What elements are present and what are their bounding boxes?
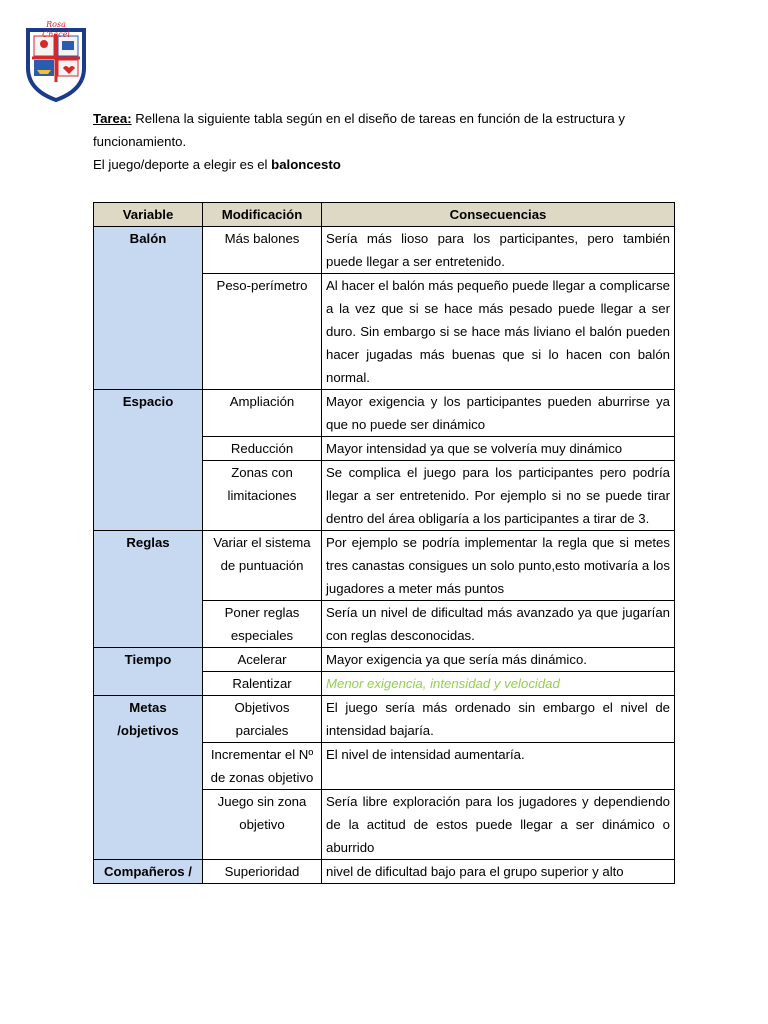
- page-blank-bottom: [0, 918, 768, 1024]
- header-consecuencias: Consecuencias: [322, 203, 675, 227]
- table-row: [94, 648, 675, 672]
- task-text: Rellena la siguiente tabla según en el diseño de tareas en función de la estructura y funcionamiento.: [93, 111, 626, 149]
- consequence-cell: nivel de dificultad bajo para el grupo superior y alto: [322, 860, 675, 884]
- modification-cell: Poner reglas especiales: [203, 601, 322, 648]
- consequence-cell: El nivel de intensidad aumentaría.: [322, 743, 675, 790]
- variable-cell: Balón: [94, 227, 203, 390]
- task-design-table: [93, 202, 675, 884]
- consequence-cell: Mayor intensidad ya que se volvería muy dinámico: [322, 437, 675, 461]
- game-value: baloncesto: [271, 157, 341, 172]
- task-label: Tarea:: [93, 111, 132, 126]
- table-row: [94, 390, 675, 437]
- consequence-cell: Mayor exigencia y los participantes pueden aburrirse ya que no puede ser dinámico: [322, 390, 675, 437]
- consequence-cell: Sería más lioso para los participantes, pero también puede llegar a ser entretenido.: [322, 227, 675, 274]
- modification-cell: Más balones: [203, 227, 322, 274]
- modification-cell: Zonas con limitaciones: [203, 461, 322, 531]
- modification-cell: Variar el sistema de puntuación: [203, 531, 322, 601]
- modification-cell: Incrementar el Nº de zonas objetivo: [203, 743, 322, 790]
- table-header-row: [94, 203, 675, 227]
- header-variable: Variable: [94, 203, 203, 227]
- consequence-cell: El juego sería más ordenado sin embargo el nivel de intensidad bajaría.: [322, 696, 675, 743]
- modification-cell: Acelerar: [203, 648, 322, 672]
- modification-cell: Objetivos parciales: [203, 696, 322, 743]
- consequence-cell: Sería libre exploración para los jugadores y dependiendo de la actitud de estos puede llegar a ser dinámico o aburrido: [322, 790, 675, 860]
- consequence-cell: Por ejemplo se podría implementar la regla que si metes tres canastas consigues un solo punto,esto motivaría a los jugadores a meter más puntos: [322, 531, 675, 601]
- table-row: [94, 531, 675, 601]
- table-row: [94, 696, 675, 743]
- variable-cell: Tiempo: [94, 648, 203, 696]
- table-row: [94, 860, 675, 884]
- variable-cell: Reglas: [94, 531, 203, 648]
- consequence-cell: Mayor exigencia ya que sería más dinámico.: [322, 648, 675, 672]
- game-text: El juego/deporte a elegir es el: [93, 157, 272, 172]
- modification-cell: Ampliación: [203, 390, 322, 437]
- school-logo: [22, 20, 90, 104]
- header-modificacion: Modificación: [203, 203, 322, 227]
- modification-cell: Ralentizar: [203, 672, 322, 696]
- modification-cell: Superioridad: [203, 860, 322, 884]
- logo-text: Rosa Chacel: [42, 20, 70, 39]
- modification-cell: Reducción: [203, 437, 322, 461]
- variable-cell: Espacio: [94, 390, 203, 531]
- variable-cell: Compañeros /: [94, 860, 203, 884]
- consequence-cell: Se complica el juego para los participantes pero podría llegar a ser entretenido. Por ejemplo si no se puede tirar dentro del área obligaría a los participantes a tirar de 3.: [322, 461, 675, 531]
- consequence-cell: Sería un nivel de dificultad más avanzado ya que jugarían con reglas desconocidas.: [322, 601, 675, 648]
- modification-cell: Peso-perímetro: [203, 274, 322, 390]
- variable-cell: Metas /objetivos: [94, 696, 203, 860]
- table-body: [94, 227, 675, 884]
- intro: [93, 107, 683, 176]
- table-row: [94, 227, 675, 274]
- consequence-cell: Menor exigencia, intensidad y velocidad: [322, 672, 675, 696]
- consequence-cell: Al hacer el balón más pequeño puede llegar a complicarse a la vez que si se hace más pesado puede llegar a ser duro. Sin embargo si se hace más liviano el balón pueden hacer jugadas más buenas que si lo hacen con balón normal.: [322, 274, 675, 390]
- game-paragraph: [93, 153, 683, 176]
- modification-cell: Juego sin zona objetivo: [203, 790, 322, 860]
- task-paragraph: [93, 107, 683, 153]
